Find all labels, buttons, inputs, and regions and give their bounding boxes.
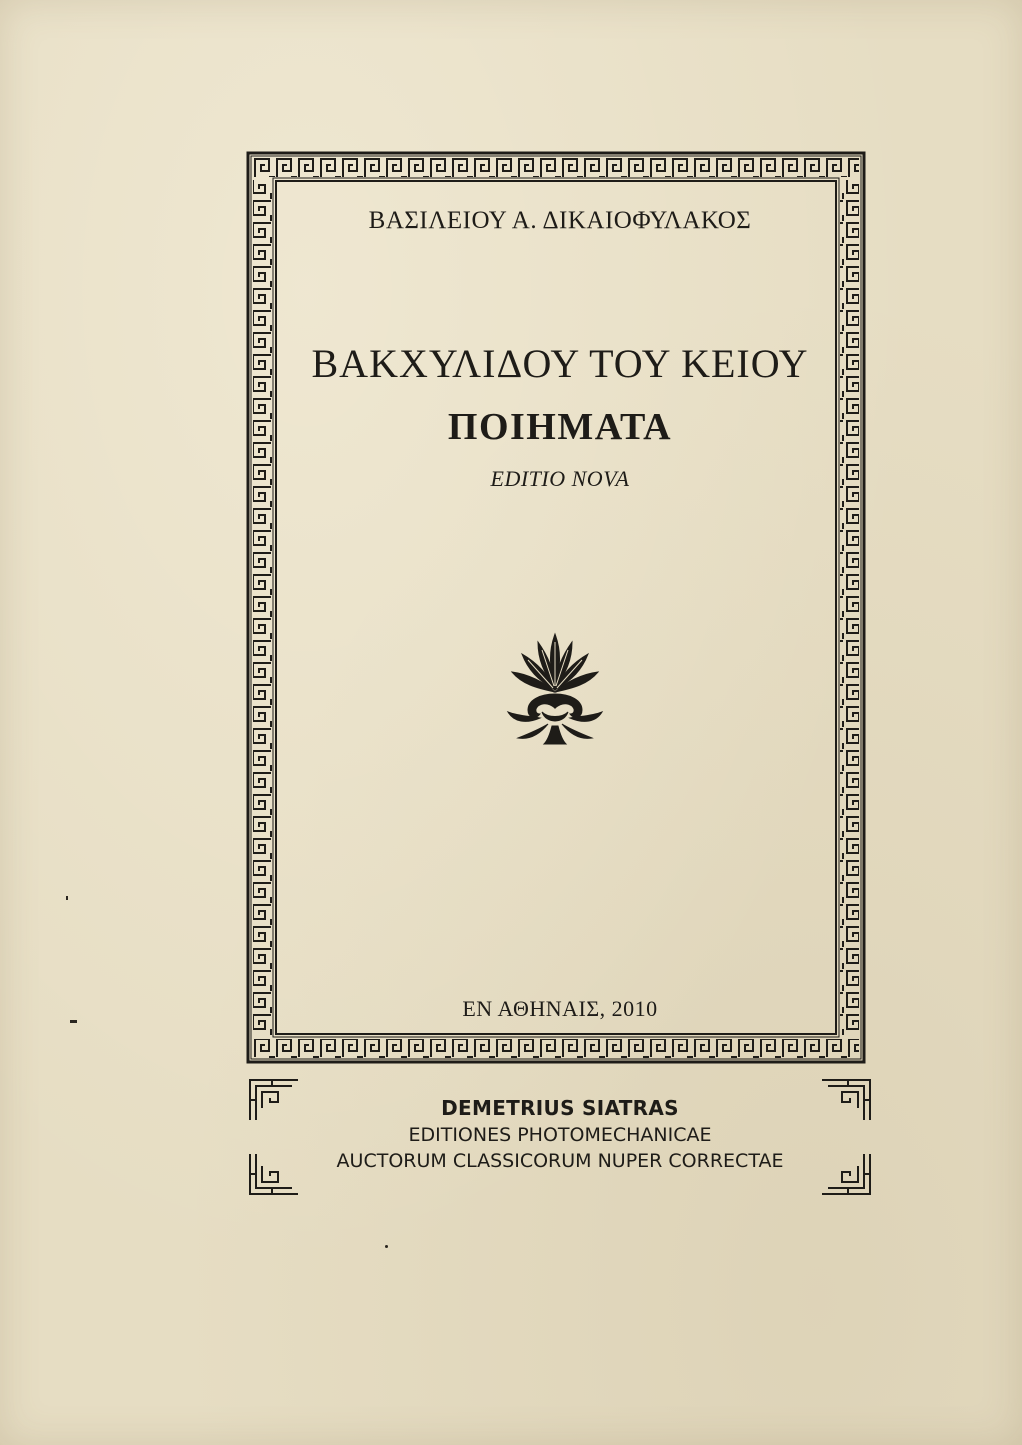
publisher-line-1: EDITIONES PHOTOMECHANICAE — [408, 1124, 712, 1146]
imprint-place-year: ΕΝ ΑΘΗΝΑΙΣ, 2010 — [462, 996, 658, 1021]
ink-speck — [70, 1020, 77, 1023]
anthemion-palmette-icon — [500, 628, 610, 748]
author-name: ΒΑΣΙΛΕΙΟΥ Α. ΔΙΚΑΙΟΦΥΛΑΚΟΣ — [368, 207, 752, 234]
publisher-name: DEMETRIUS SIATRAS — [441, 1096, 679, 1120]
book-subtitle: ΠΟΙΗΜΑΤΑ — [447, 406, 673, 448]
book-title: ΒΑΚΧΥΛΙΔΟΥ ΤΟΥ ΚΕΙΟΥ — [311, 341, 809, 386]
ink-speck — [385, 1245, 388, 1248]
ink-speck — [66, 896, 68, 900]
edition-label: EDITIO NOVA — [490, 466, 630, 491]
publisher-line-2: AUCTORUM CLASSICORUM NUPER CORRECTAE — [336, 1150, 784, 1172]
